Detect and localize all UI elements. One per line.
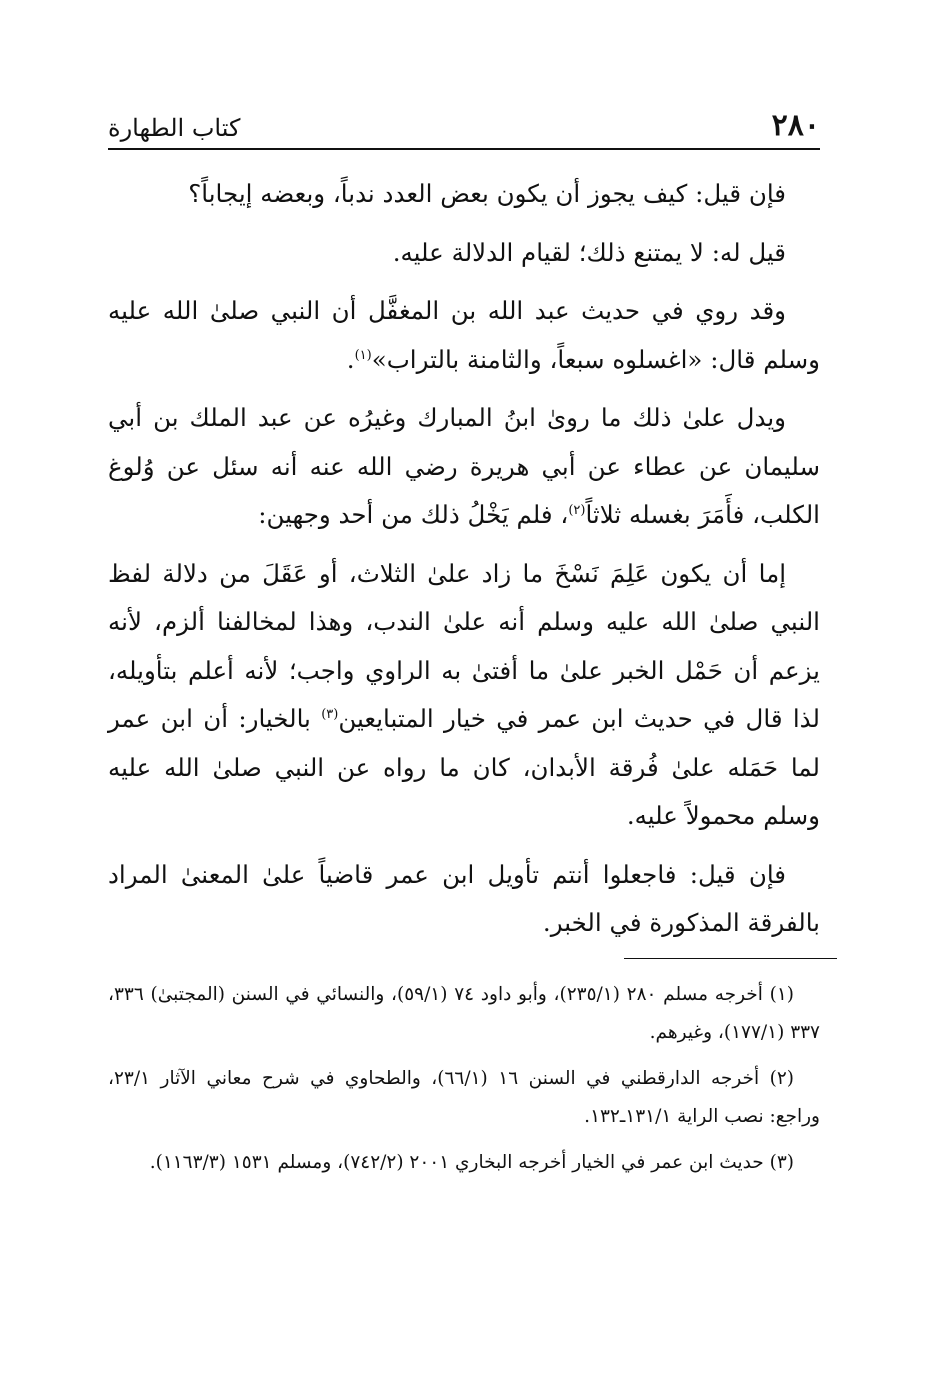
paragraph-4-text: ويدل علىٰ ذلك ما روىٰ ابنُ المبارك وغيرُه عن عبد الملك بن أبي سليمان عن عطاء عن أبي هريرة رضي الله عنه أنه سئل عن وُلوغ الكلب، فأَمَرَ بغسله ثلاثاً: [108, 403, 820, 529]
paragraph-2: قيل له: لا يمتنع ذلك؛ لقيام الدلالة عليه.: [392, 237, 786, 267]
paragraph-1: فإن قيل: كيف يجوز أن يكون بعض العدد ندباً، وبعضه إيجاباً؟: [188, 179, 786, 208]
paragraph-6: فإن قيل: فاجعلوا أنتم تأويل ابن عمر قاضياً علىٰ المعنىٰ المراد بالفرقة المذكورة في الخبر.: [108, 859, 820, 937]
paragraph-4-end: ، فلم يَخْلُ ذلك من أحد وجهين:: [258, 500, 569, 529]
footnote-2: (٢) أخرجه الدارقطني في السنن ١٦ (٦٦/١)، والطحاوي في شرح معاني الآثار ٢٣/١، وراجع: نصب الراية ١٣١/١ـ١٣٢.: [108, 1068, 820, 1127]
footnotes: [108, 976, 820, 1190]
footnote-ref-3: (٣): [321, 706, 339, 722]
page-header: [108, 104, 820, 150]
footnote-ref-2: (٢): [568, 502, 586, 518]
paragraph-3-end: .: [346, 344, 355, 374]
main-text: [108, 170, 820, 958]
paragraph-5: [108, 550, 820, 841]
running-title: كتاب الطهارة: [108, 114, 241, 142]
footnote-separator: [624, 958, 837, 959]
page-number: ٢٨٠: [771, 108, 820, 143]
footnote-3: (٣) حديث ابن عمر في الخيار أخرجه البخاري ٢٠٠١ (٧٤٢/٢)، ومسلم ١٥٣١ (١١٦٣/٣).: [149, 1152, 794, 1173]
paragraph-3: [108, 287, 820, 384]
paragraph-5-text: إما أن يكون عَلِمَ نَسْخَ ما زاد علىٰ الثلاث، أو عَقَلَ من دلالة لفظ النبي صلىٰ الله عليه وسلم أنه علىٰ الندب، وهذا لمخالفنا ألزم، لأنه يزعم أن حَمْل الخبر علىٰ ما أفتىٰ به الراوي واجب؛ لأنه أعلم بتأويله، لذا قال في حديث ابن عمر في خيار المتبايعين: [108, 558, 820, 733]
paragraph-4: [108, 394, 820, 540]
footnote-ref-1: (١): [354, 347, 372, 363]
paragraph-3-text: وقد روي في حديث عبد الله بن المغفَّل أن النبي صلىٰ الله عليه وسلم قال: «اغسلوه سبعاً، والثامنة بالتراب»: [108, 296, 820, 374]
paragraph-5-end: بالخيار: أن ابن عمر لما حَمَله علىٰ فُرقة الأبدان، كان ما رواه عن النبي صلىٰ الله عليه وسلم محمولاً عليه.: [108, 704, 820, 830]
footnote-1: (١) أخرجه مسلم ٢٨٠ (٢٣٥/١)، وأبو داود ٧٤ (٥٩/١)، والنسائي في السنن (المجتبىٰ) ٣٣٦، ٣٣٧ (١٧٧/١)، وغيرهم.: [108, 984, 820, 1043]
